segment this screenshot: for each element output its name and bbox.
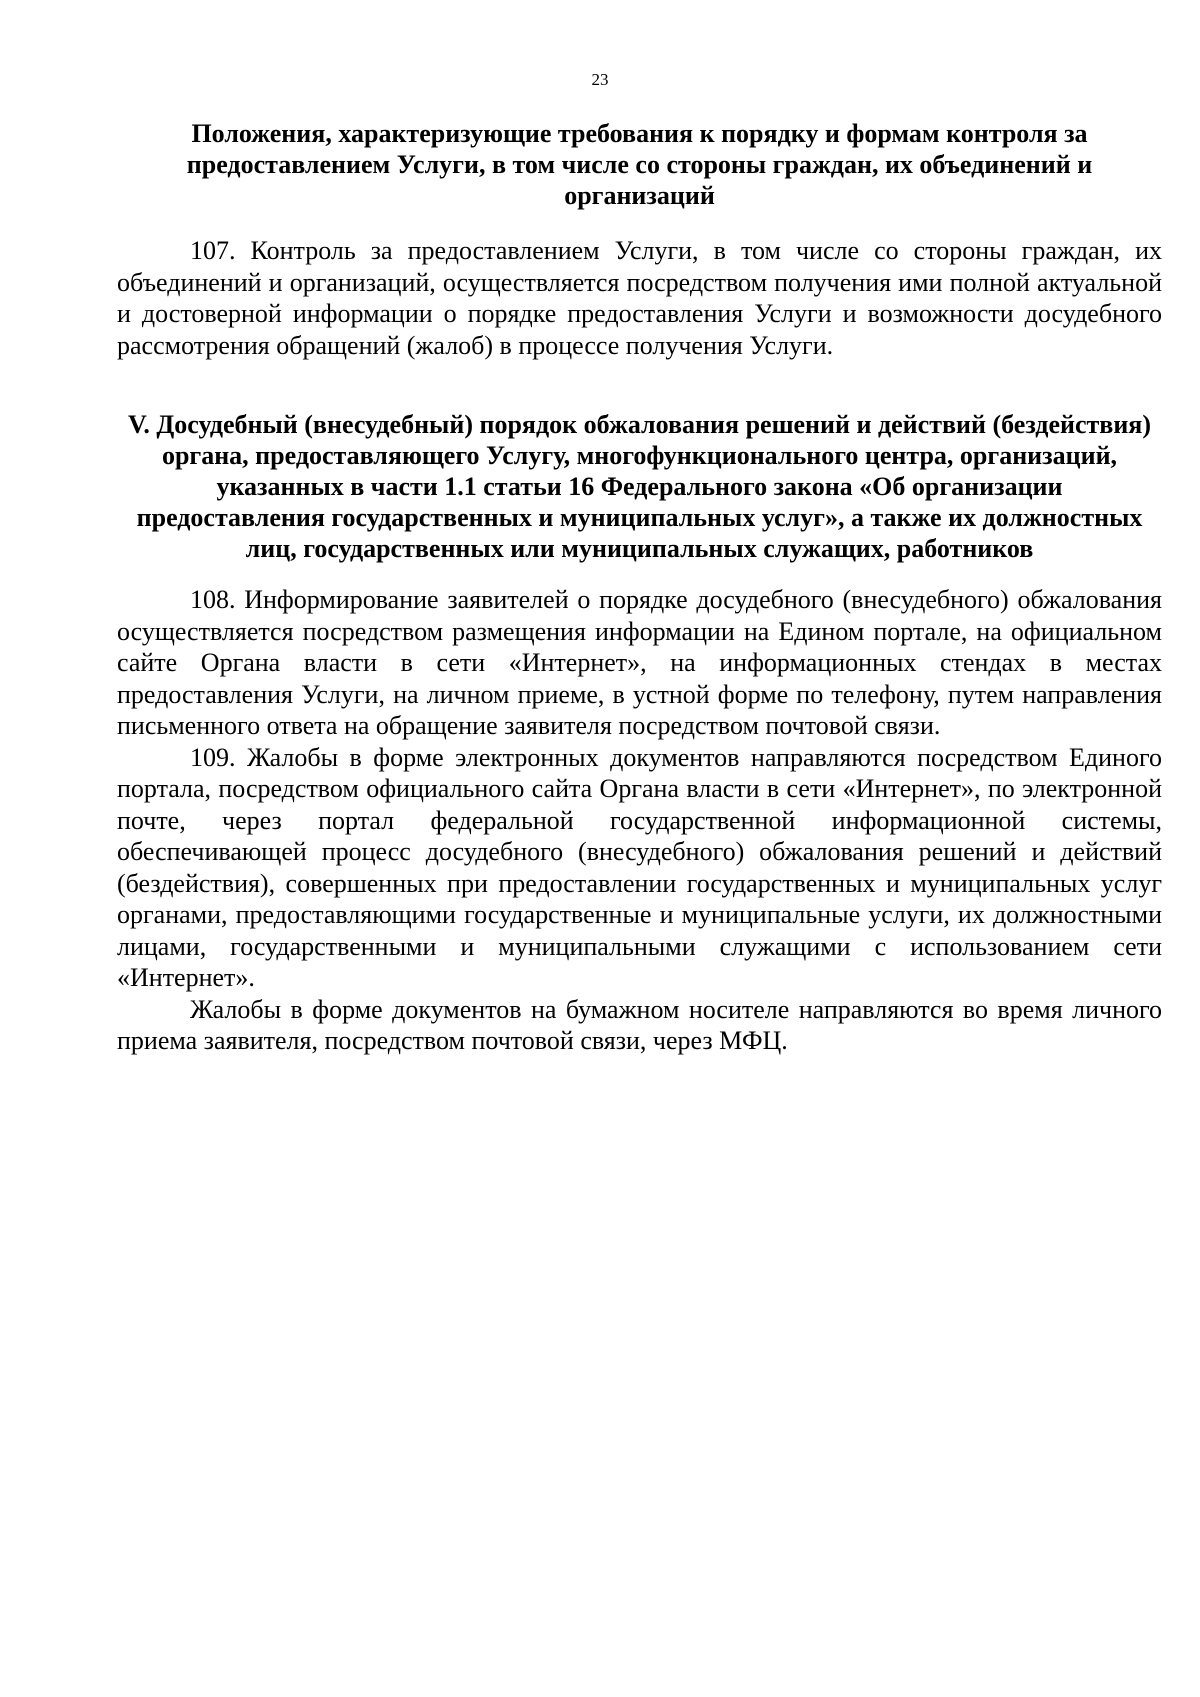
page-number: 23 — [591, 70, 609, 89]
paragraph-paper-complaints: Жалобы в форме документов на бумажном носителе направляются во время личного приема заявителя, посредством почтовой связи, через МФЦ. — [117, 994, 1162, 1055]
paragraph-107: 107. Контроль за предоставлением Услуги, в том числе со стороны граждан, их объединений и организаций, осуществляется посредством получения ими полной актуальной и достоверной информации о порядке предоставления Услуги и возможности досудебного рассмотрения обращений (жалоб) в процессе получения Услуги. — [117, 236, 1162, 360]
document-body — [117, 118, 1162, 1057]
paragraph-108: 108. Информирование заявителей о порядке досудебного (внесудебного) обжалования осуществляется посредством размещения информации на Едином портале, на официальном сайте Органа власти в сети «Интернет», на информационных стендах в местах предоставления Услуги, на личном приеме, в устной форме по телефону, путем направления письменного ответа на обращение заявителя посредством почтовой связи. — [117, 585, 1162, 740]
section-heading-control: Положения, характеризующие требования к порядку и формам контроля за предоставлением Услуги, в том числе со стороны граждан, их объединений и организаций — [186, 119, 1093, 210]
paragraph-109: 109. Жалобы в форме электронных документов направляются посредством Единого портала, посредством официального сайта Органа власти в сети «Интернет», по электронной почте, через портал федеральной государственной информационной системы, обеспечивающей процесс досудебного (внесудебного) обжалования решений и действий (бездействия), совершенных при предоставлении государственных и муниципальных услуг органами, предоставляющими государственные и муниципальные услуги, их должностными лицами, государственными и муниципальными служащими с использованием сети «Интернет». — [117, 742, 1162, 992]
section-heading-appeal: V. Досудебный (внесудебный) порядок обжалования решений и действий (бездействия) органа, предоставляющего Услугу, многофункционального центра, организаций, указанных в части 1.1 статьи 16 Федерального закона «Об организации предоставления государственных и муниципальных услуг», а также их должностных лиц, государственных или муниципальных служащих, работников — [127, 410, 1152, 563]
